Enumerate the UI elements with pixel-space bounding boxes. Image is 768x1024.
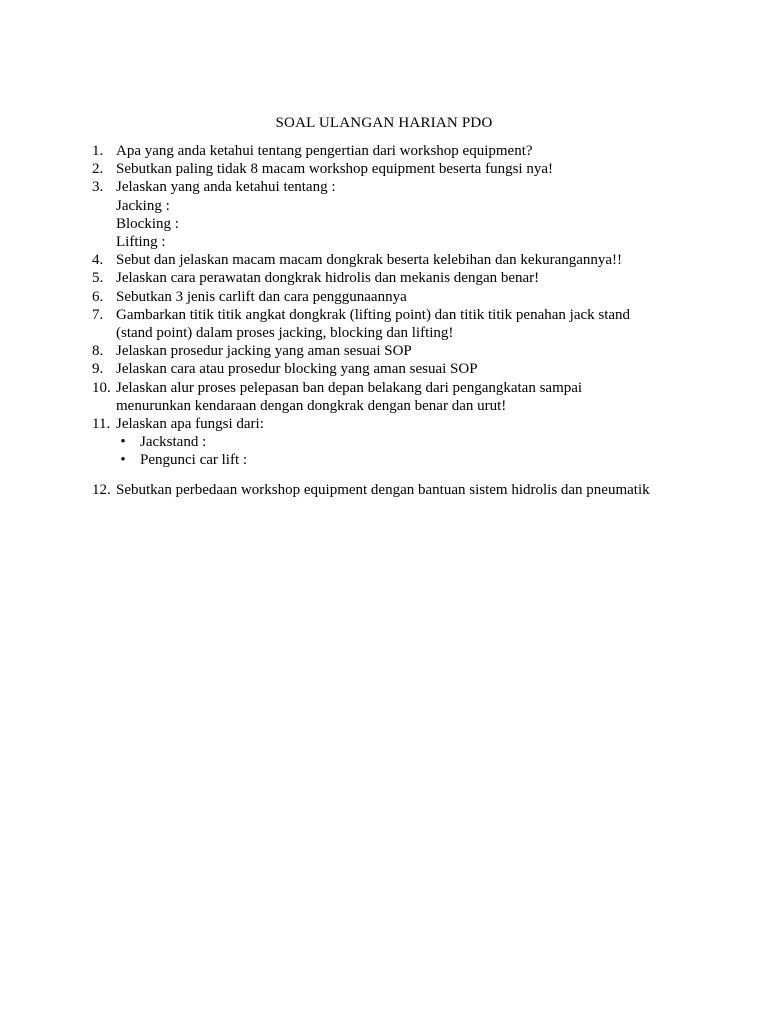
question-text: Gambarkan titik titik angkat dongkrak (lifting point) dan titik titik penahan jack stand bbox=[116, 306, 631, 323]
question-2 bbox=[92, 160, 712, 178]
question-list bbox=[92, 142, 712, 499]
bullet-text: Pengunci car lift : bbox=[140, 452, 248, 469]
question-12 bbox=[92, 481, 712, 499]
question-text: Jelaskan prosedur jacking yang aman sesuai SOP bbox=[116, 343, 412, 360]
question-5 bbox=[92, 269, 712, 287]
question-text: Jelaskan yang anda ketahui tentang : bbox=[116, 179, 336, 196]
bullet-icon: • bbox=[120, 452, 126, 469]
bullet-item-jackstand bbox=[92, 433, 712, 451]
question-number: 7. bbox=[92, 306, 104, 323]
question-6 bbox=[92, 288, 712, 306]
question-4 bbox=[92, 251, 712, 269]
question-text-continued: (stand point) dalam proses jacking, blocking dan lifting! bbox=[116, 325, 454, 342]
question-number: 12. bbox=[92, 481, 111, 498]
question-number: 1. bbox=[92, 143, 104, 159]
question-text: Jelaskan cara atau prosedur blocking yang aman sesuai SOP bbox=[116, 361, 478, 378]
question-text: Sebutkan perbedaan workshop equipment dengan bantuan sistem hidrolis dan pneumatik bbox=[116, 481, 650, 498]
question-text: Sebut dan jelaskan macam macam dongkrak beserta kelebihan dan kekurangannya!! bbox=[116, 252, 623, 269]
question-text: Sebutkan 3 jenis carlift dan cara penggunaannya bbox=[116, 288, 407, 305]
bullet-icon: • bbox=[120, 434, 126, 451]
spacer bbox=[92, 470, 712, 481]
question-9 bbox=[92, 360, 712, 378]
question-number: 11. bbox=[92, 416, 111, 433]
question-text: Sebutkan paling tidak 8 macam workshop equipment beserta fungsi nya! bbox=[116, 161, 553, 178]
question-8 bbox=[92, 342, 712, 360]
bullet-list bbox=[92, 433, 712, 469]
question-number: 5. bbox=[92, 270, 104, 287]
question-number: 10. bbox=[92, 379, 111, 396]
question-11 bbox=[92, 415, 712, 433]
question-text: Jelaskan cara perawatan dongkrak hidrolis dan mekanis dengan benar! bbox=[116, 270, 540, 287]
question-number: 3. bbox=[92, 179, 104, 196]
document-title: SOAL ULANGAN HARIAN PDO bbox=[275, 115, 493, 131]
question-10 bbox=[92, 379, 712, 415]
question-number: 4. bbox=[92, 252, 104, 269]
question-1 bbox=[92, 142, 712, 160]
question-text: Apa yang anda ketahui tentang pengertian dari workshop equipment? bbox=[116, 143, 533, 159]
sub-item-lifting: Lifting : bbox=[116, 234, 166, 251]
bullet-item-pengunci-car-lift bbox=[92, 451, 712, 469]
question-number: 9. bbox=[92, 361, 104, 378]
sub-item-blocking: Blocking : bbox=[116, 215, 179, 232]
bullet-text: Jackstand : bbox=[140, 434, 207, 451]
question-text: Jelaskan apa fungsi dari: bbox=[116, 416, 264, 433]
question-number: 2. bbox=[92, 161, 104, 178]
question-3 bbox=[92, 178, 712, 251]
question-text-continued: menurunkan kendaraan dengan dongkrak dengan benar dan urut! bbox=[116, 397, 507, 414]
sub-item-jacking: Jacking : bbox=[116, 197, 170, 214]
question-number: 8. bbox=[92, 343, 104, 360]
question-7 bbox=[92, 306, 712, 342]
question-number: 6. bbox=[92, 288, 104, 305]
question-text: Jelaskan alur proses pelepasan ban depan belakang dari pengangkatan sampai bbox=[116, 379, 583, 396]
